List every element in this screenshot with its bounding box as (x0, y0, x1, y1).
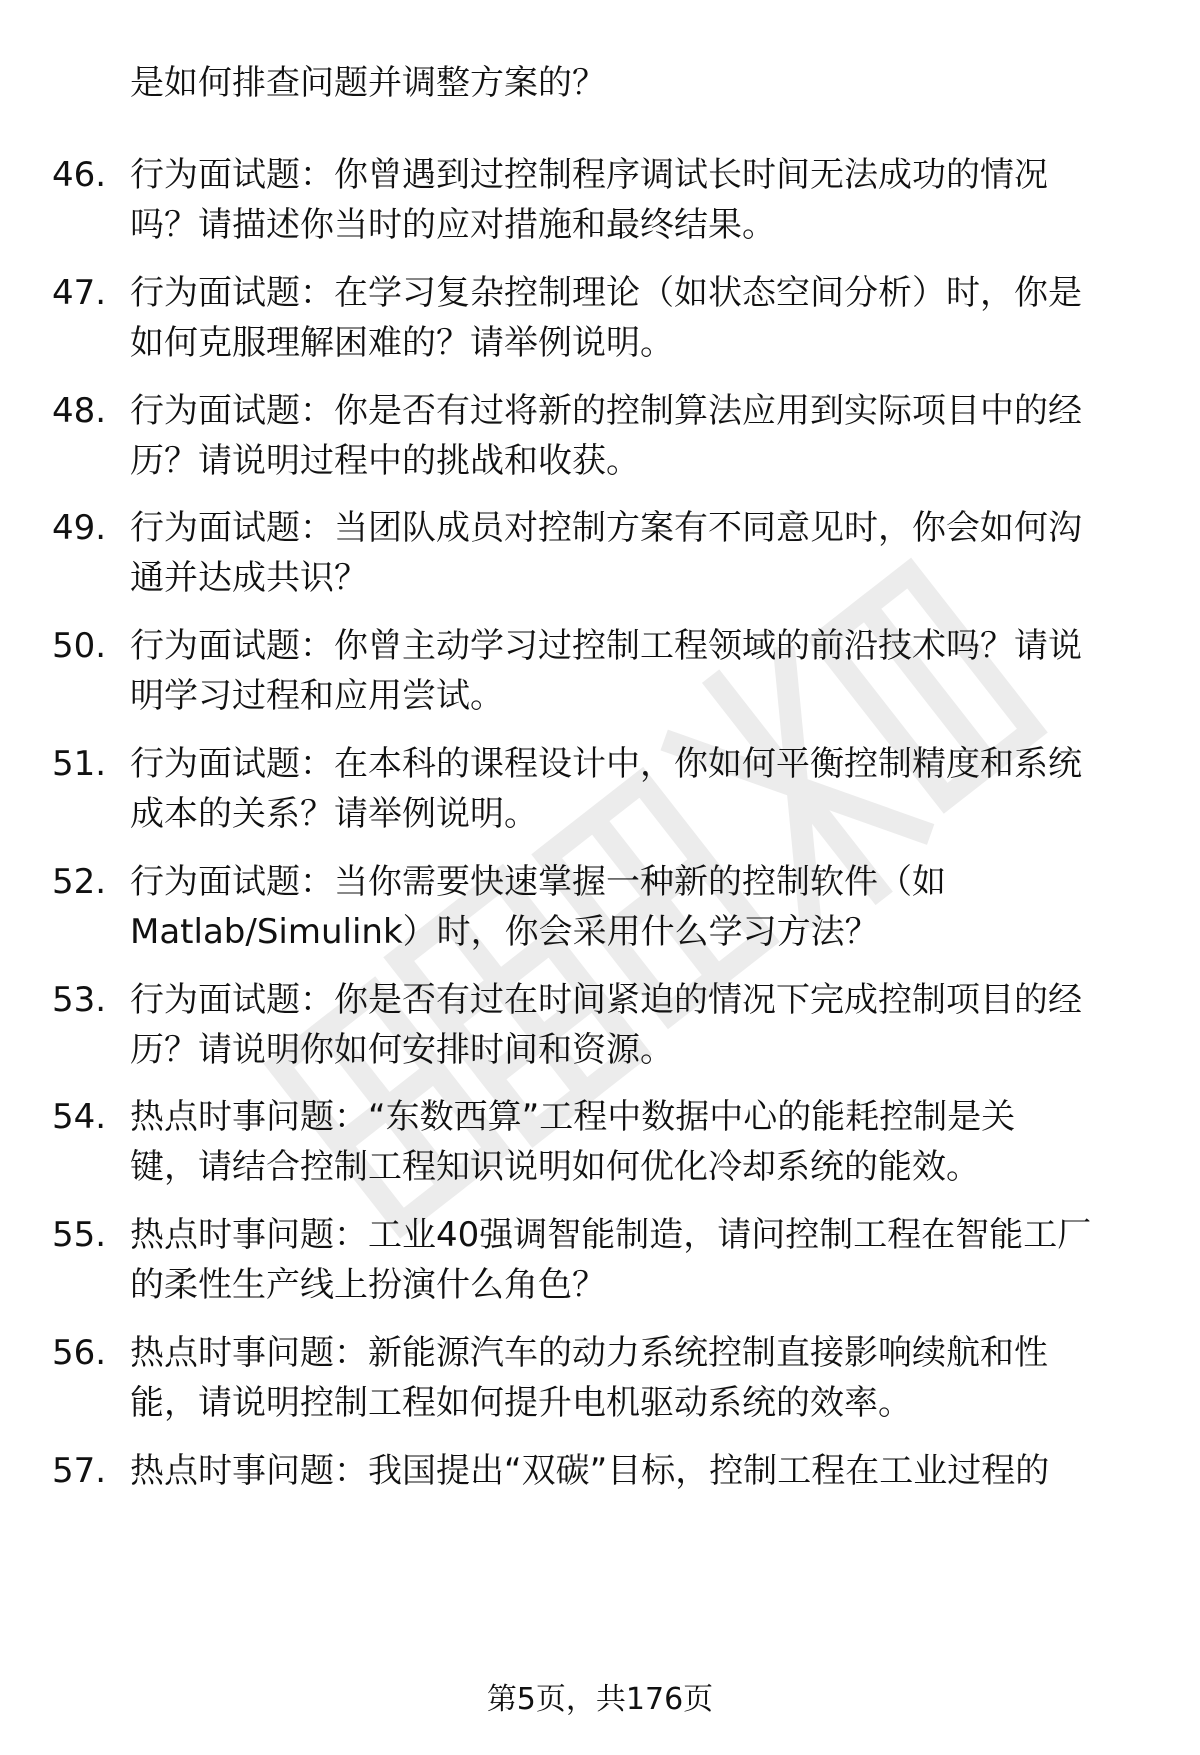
item-text-line: 通并达成共识？ (130, 558, 368, 599)
item-text (130, 975, 1140, 1075)
item-text-line: 热点时事问题：“东数西算”工程中数据中心的能耗控制是关 (130, 1097, 1016, 1138)
item-text (130, 386, 1140, 486)
item-text-line: 行为面试题：你是否有过将新的控制算法应用到实际项目中的经 (130, 390, 1082, 431)
item-text-line: 行为面试题：在学习复杂控制理论（如状态空间分析）时，你是 (130, 272, 1082, 313)
item-number: 51. (52, 744, 107, 784)
item-text-line: 行为面试题：当你需要快速掌握一种新的控制软件（如 (130, 861, 946, 902)
item-text (130, 1092, 1140, 1192)
item-number: 50. (52, 626, 107, 667)
item-text-line: 行为面试题：你是否有过在时间紧迫的情况下完成控制项目的经 (130, 979, 1082, 1020)
item-text-line: 行为面试题：在本科的课程设计中，你如何平衡控制精度和系统 (130, 744, 1082, 784)
item-number: 52. (52, 861, 107, 902)
item-number: 48. (52, 390, 107, 431)
item-text-line: 热点时事问题：我国提出“双碳”目标，控制工程在工业过程的 (130, 1450, 1050, 1491)
item-text (130, 857, 1140, 957)
item-number: 56. (52, 1333, 107, 1373)
item-number: 55. (52, 1215, 107, 1256)
item-text-line: Matlab/Simulink）时，你会采用什么学习方法？ (130, 911, 879, 952)
item-text-line: 明学习过程和应用尝试。 (130, 676, 504, 717)
item-text (130, 503, 1140, 603)
item-text (130, 268, 1140, 368)
item-text-line: 行为面试题：当团队成员对控制方案有不同意见时，你会如何沟 (130, 508, 1082, 549)
item-text-line: 历？请说明你如何安排时间和资源。 (130, 1029, 674, 1070)
continuation-text: 是如何排查问题并调整方案的？ (130, 63, 606, 103)
item-text-line: 历？请说明过程中的挑战和收获。 (130, 440, 640, 481)
item-text-line: 行为面试题：你曾遇到过控制程序调试长时间无法成功的情况 (130, 155, 1048, 195)
item-text (130, 1328, 1140, 1428)
item-text-line: 热点时事问题：工业40强调智能制造，请问控制工程在智能工厂 (130, 1215, 1092, 1256)
item-text-line: 能，请说明控制工程如何提升电机驱动系统的效率。 (130, 1383, 912, 1423)
item-text (130, 1446, 1140, 1496)
item-text-line: 吗？请描述你当时的应对措施和最终结果。 (130, 205, 776, 245)
item-number: 49. (52, 508, 107, 549)
item-text-line: 键，请结合控制工程知识说明如何优化冷却系统的能效。 (130, 1147, 980, 1188)
item-number: 47. (52, 272, 107, 313)
item-number: 53. (52, 979, 107, 1020)
item-text-line: 成本的关系？请举例说明。 (130, 794, 538, 834)
item-text (130, 1210, 1140, 1310)
item-text-line: 的柔性生产线上扮演什么角色？ (130, 1265, 606, 1306)
item-text-line: 行为面试题：你曾主动学习过控制工程领域的前沿技术吗？请说 (130, 626, 1082, 667)
item-text (130, 150, 1140, 250)
item-number: 46. (52, 155, 107, 195)
item-text (130, 621, 1140, 721)
item-text-line: 如何克服理解困难的？请举例说明。 (130, 322, 674, 363)
item-text (130, 739, 1140, 839)
item-number: 54. (52, 1097, 107, 1138)
item-number: 57. (52, 1450, 107, 1491)
page-footer: 第5页，共176页 (486, 1682, 714, 1717)
item-text-line: 热点时事问题：新能源汽车的动力系统控制直接影响续航和性 (130, 1333, 1048, 1373)
